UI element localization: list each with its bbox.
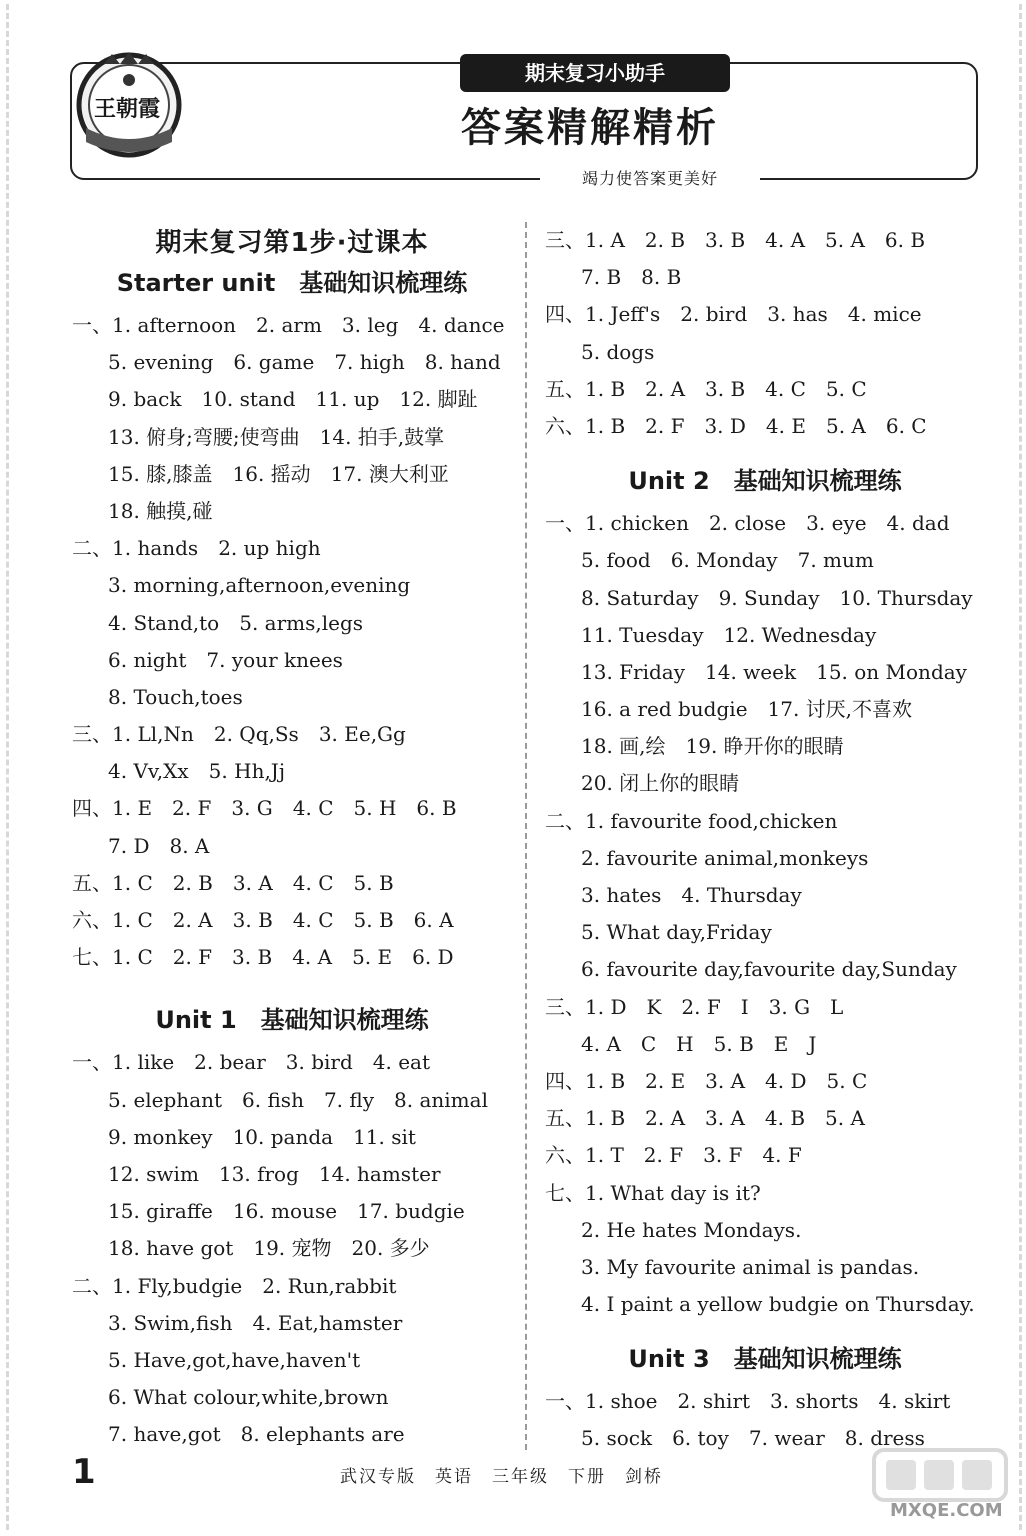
watermark-text: MXQE.COM <box>890 1500 1003 1521</box>
starter-answer-line: 二、1. hands 2. up high <box>72 536 321 561</box>
unit1-answer-line: 三、1. A 2. B 3. B 4. A 5. A 6. B <box>545 228 926 252</box>
starter-answer-line: 4. Vv,Xx 5. Hh,Jj <box>108 759 286 784</box>
unit1-answer-line: 3. Swim,fish 4. Eat,hamster <box>108 1310 403 1335</box>
unit1-answer-line: 7. B 8. B <box>581 265 682 290</box>
unit1-answer-line: 二、1. Fly,budgie 2. Run,rabbit <box>72 1273 397 1298</box>
unit2-answer-line: 16. a red budgie 17. 讨厌,不喜欢 <box>581 697 913 722</box>
unit2-answer-line: 2. favourite animal,monkeys <box>581 845 869 870</box>
unit1-answer-line: 5. elephant 6. fish 7. fly 8. animal <box>108 1087 488 1112</box>
starter-unit-title: Starter unit 基础知识梳理练 <box>116 269 468 297</box>
starter-answer-line: 3. morning,afternoon,evening <box>108 573 411 598</box>
unit1-answer-line: 6. What colour,white,brown <box>108 1385 389 1410</box>
unit2-answer-line: 2. He hates Mondays. <box>581 1217 802 1242</box>
starter-answer-line: 一、1. afternoon 2. arm 3. leg 4. dance <box>72 313 505 337</box>
unit2-answer-line: 20. 闭上你的眼睛 <box>581 771 740 796</box>
starter-answer-line: 18. 触摸,碰 <box>108 498 213 523</box>
header <box>70 61 976 188</box>
starter-answer-line: 9. back 10. stand 11. up 12. 脚趾 <box>108 387 478 412</box>
unit1-answer-line: 12. swim 13. frog 14. hamster <box>108 1161 441 1186</box>
unit2-answer-line: 六、1. T 2. F 3. F 4. F <box>545 1143 802 1168</box>
unit3-answer-line: 一、1. shoe 2. shirt 3. shorts 4. skirt <box>545 1389 951 1414</box>
starter-answer-line: 4. Stand,to 5. arms,legs <box>108 610 364 635</box>
unit2-answer-line: 8. Saturday 9. Sunday 10. Thursday <box>581 585 973 610</box>
unit2-answer-line: 6. favourite day,favourite day,Sunday <box>581 957 957 982</box>
starter-answer-line: 5. evening 6. game 7. high 8. hand <box>108 350 501 375</box>
column-divider <box>525 222 527 1450</box>
unit2-title: Unit 2 基础知识梳理练 <box>628 467 902 496</box>
starter-answer-line: 四、1. E 2. F 3. G 4. C 5. H 6. B <box>72 796 457 821</box>
starter-answer-line: 13. 俯身;弯腰;使弯曲 14. 拍手,鼓掌 <box>108 424 445 449</box>
starter-answer-line: 6. night 7. your knees <box>108 647 343 672</box>
unit1-answer-line: 六、1. B 2. F 3. D 4. E 5. A 6. C <box>545 413 927 438</box>
unit2-answer-line: 18. 画,绘 19. 睁开你的眼睛 <box>581 734 844 759</box>
page-number: 1 <box>72 1452 96 1492</box>
unit1-answer-line: 7. have,got 8. elephants are <box>108 1422 405 1447</box>
starter-answer-line: 7. D 8. A <box>108 833 210 858</box>
unit2-answer-line: 11. Tuesday 12. Wednesday <box>581 622 877 647</box>
unit3-answer-line: 5. sock 6. toy 7. wear 8. dress <box>581 1426 925 1451</box>
unit2-answer-line: 3. hates 4. Thursday <box>581 883 802 907</box>
unit2-answer-line: 4. I paint a yellow budgie on Thursday. <box>581 1292 975 1317</box>
unit1-title: Unit 1 基础知识梳理练 <box>155 1006 429 1035</box>
starter-answer-line: 六、1. C 2. A 3. B 4. C 5. B 6. A <box>72 908 454 932</box>
unit2-answer-line: 5. food 6. Monday 7. mum <box>581 548 874 573</box>
unit2-answer-line: 3. My favourite animal is pandas. <box>581 1254 920 1279</box>
unit2-answer-line: 四、1. B 2. E 3. A 4. D 5. C <box>545 1068 868 1093</box>
starter-answer-line: 七、1. C 2. F 3. B 4. A 5. E 6. D <box>72 945 454 970</box>
unit1-answer-line: 5. Have,got,have,haven't <box>108 1347 361 1372</box>
unit1-answer-line: 18. have got 19. 宠物 20. 多少 <box>108 1236 430 1261</box>
unit1-answer-line: 一、1. like 2. bear 3. bird 4. eat <box>72 1050 430 1075</box>
logo-lettering: 王朝霞 <box>93 96 160 122</box>
unit1-answer-line: 五、1. B 2. A 3. B 4. C 5. C <box>545 376 867 401</box>
starter-answer-line: 15. 膝,膝盖 16. 摇动 17. 澳大利亚 <box>108 461 449 486</box>
section-heading: 期末复习第1步·过课本 <box>155 228 429 258</box>
edition-info: 武汉专版 英语 三年级 下册 剑桥 <box>340 1467 663 1487</box>
unit1-continued-answers <box>545 222 985 445</box>
unit2-answer-line: 五、1. B 2. A 3. A 4. B 5. A <box>545 1106 865 1131</box>
unit2-answer-line: 一、1. chicken 2. close 3. eye 4. dad <box>545 511 950 536</box>
starter-answer-line: 8. Touch,toes <box>108 684 243 709</box>
unit1-answer-line: 15. giraffe 16. mouse 17. budgie <box>108 1199 465 1224</box>
unit1-answers <box>72 1044 512 1453</box>
unit2-answer-line: 4. A C H 5. B E J <box>581 1031 817 1056</box>
unit2-answer-line: 二、1. favourite food,chicken <box>545 808 838 833</box>
unit2-answer-line: 5. What day,Friday <box>581 920 772 945</box>
starter-answers <box>72 307 512 976</box>
unit1-answer-line: 5. dogs <box>581 339 655 364</box>
header-badge: 期末复习小助手 <box>460 54 730 92</box>
right-column <box>545 222 985 1458</box>
starter-answer-line: 五、1. C 2. B 3. A 4. C 5. B <box>72 870 394 895</box>
unit2-answer-line: 13. Friday 14. week 15. on Monday <box>581 659 967 684</box>
unit1-answer-line: 四、1. Jeff's 2. bird 3. has 4. mice <box>545 302 922 327</box>
slogan: 竭力使答案更美好 <box>581 169 718 188</box>
left-column <box>72 200 512 1453</box>
unit1-answer-line: 9. monkey 10. panda 11. sit <box>108 1124 416 1149</box>
unit2-answer-line: 三、1. D K 2. F I 3. G L <box>545 994 844 1019</box>
page-title: 答案精解精析 <box>461 105 719 151</box>
unit2-answers <box>545 505 985 1323</box>
unit2-answer-line: 七、1. What day is it? <box>545 1180 761 1205</box>
unit3-title: Unit 3 基础知识梳理练 <box>628 1345 902 1374</box>
starter-answer-line: 三、1. Ll,Nn 2. Qq,Ss 3. Ee,Gg <box>72 722 406 747</box>
